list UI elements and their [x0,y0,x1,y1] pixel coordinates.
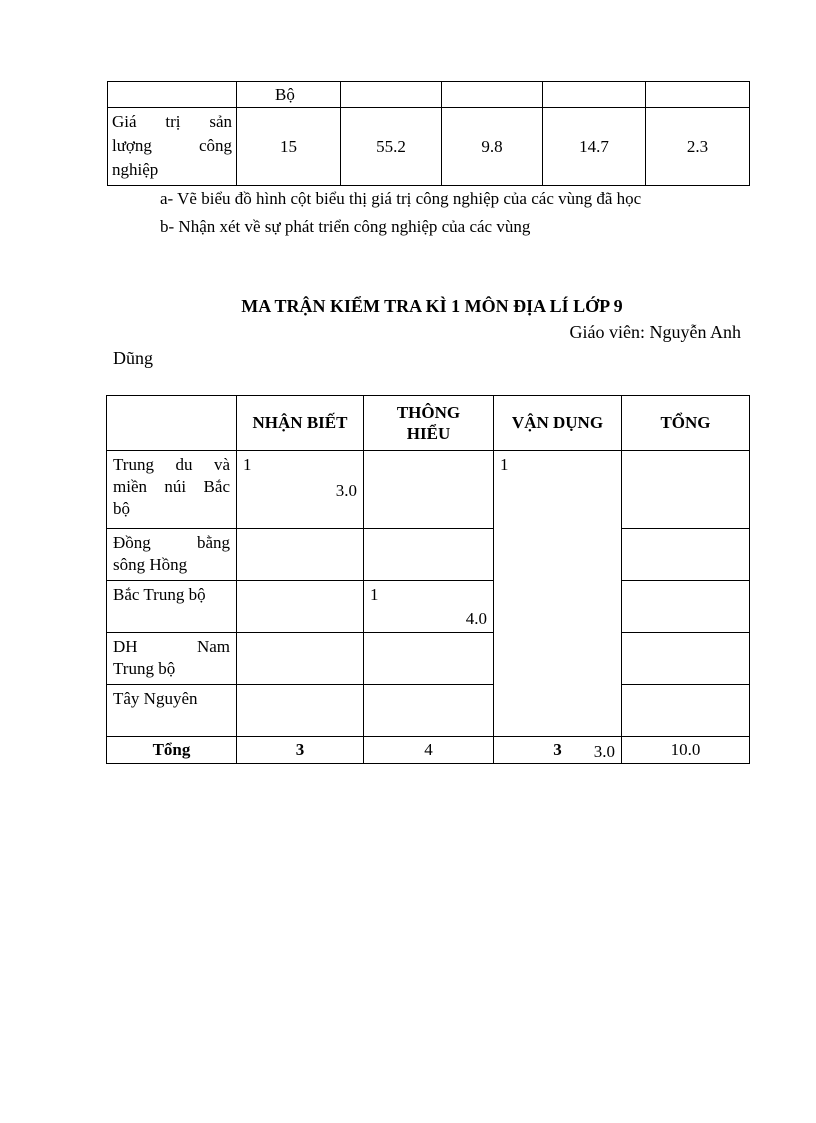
header-tong: TỔNG [622,396,750,451]
row-label [107,685,237,737]
cell-nhan-biet [237,633,364,685]
table-row [108,108,750,186]
row-label-line: Bắc Trung bộ [113,585,206,604]
table-row [107,685,750,737]
cell-tong [622,581,750,633]
table-row [108,82,750,108]
cell-van-dung [494,451,622,761]
question-b: b- Nhận xét về sự phát triển công nghiệp của các vùng [160,217,531,236]
table-cell [646,82,750,108]
cell-nhan-biet [237,451,364,529]
total-nhan-biet: 3 [237,737,364,764]
teacher-name: Nguyễn Anh [649,322,741,342]
row-label-line: DH Nam [113,637,230,656]
value-cell: 14.7 [543,108,646,186]
row-label [107,633,237,685]
value-cell: 15 [237,108,341,186]
table-cell [442,82,543,108]
row-label [107,451,237,529]
page-title: MA TRẬN KIỂM TRA KÌ 1 MÔN ĐỊA LÍ LỚP 9 [241,296,623,316]
row-label [107,581,237,633]
row-label-line: Đồng bằng [113,533,230,552]
cell-tong [622,529,750,581]
value-cell: 2.3 [646,108,750,186]
cell-thong-hieu [364,451,494,529]
matrix-table [106,395,750,764]
question-count: 1 [370,585,379,604]
cell-thong-hieu [364,633,494,685]
table-row [107,581,750,633]
row-label-line: nghiệp [112,160,159,179]
cell-thong-hieu [364,581,494,633]
cell-thong-hieu [364,685,494,737]
header-van-dung: VẬN DỤNG [494,396,622,451]
cell-nhan-biet [237,581,364,633]
question-a: a- Vẽ biểu đồ hình cột biểu thị giá trị công nghiệp của các vùng đã học [160,189,642,208]
cell-tong [622,633,750,685]
row-label-line: lượng công [112,136,232,155]
industry-table [107,81,750,186]
table-cell [543,82,646,108]
total-van-dung: 3 [494,737,622,764]
total-thong-hieu: 4 [364,737,494,764]
table-row [107,451,750,529]
header-line: HIỂU [406,424,451,443]
total-row [107,737,750,764]
total-label: Tổng [107,737,237,764]
table-row [107,633,750,685]
row-label [108,108,237,186]
row-label-line: Tây Nguyên [113,689,198,708]
cell-thong-hieu [364,529,494,581]
teacher-label: Giáo viên: [569,322,645,342]
question-count: 1 [500,455,509,474]
value-cell: 9.8 [442,108,543,186]
cell-tong [622,451,750,529]
table-cell [341,82,442,108]
teacher-name-cont: Dũng [113,348,153,368]
table-cell: Bộ [237,82,341,108]
question-count: 1 [243,455,252,474]
row-label-line: bộ [113,499,130,518]
header-row [107,396,750,451]
score: 4.0 [465,609,487,628]
header-nhan-biet: NHẬN BIẾT [237,396,364,451]
header-thong-hieu [364,396,494,451]
row-label-line: sông Hồng [113,555,188,574]
corner-cell [107,396,237,451]
row-label-line: Trung du và [113,455,230,474]
value-cell: 55.2 [341,108,442,186]
row-label-line: Trung bộ [113,659,176,678]
cell-nhan-biet [237,685,364,737]
total-tong: 10.0 [622,737,750,764]
row-label-line: Giá trị sản [112,112,232,131]
row-label-line: miền núi Bắc [113,477,230,496]
cell-nhan-biet [237,529,364,581]
teacher-line [570,322,741,343]
cell-tong [622,685,750,737]
score: 3.0 [335,481,357,500]
table-row [107,529,750,581]
row-label [107,529,237,581]
table-cell [108,82,237,108]
score: 3.0 [593,742,615,761]
header-line: THÔNG [396,403,461,422]
